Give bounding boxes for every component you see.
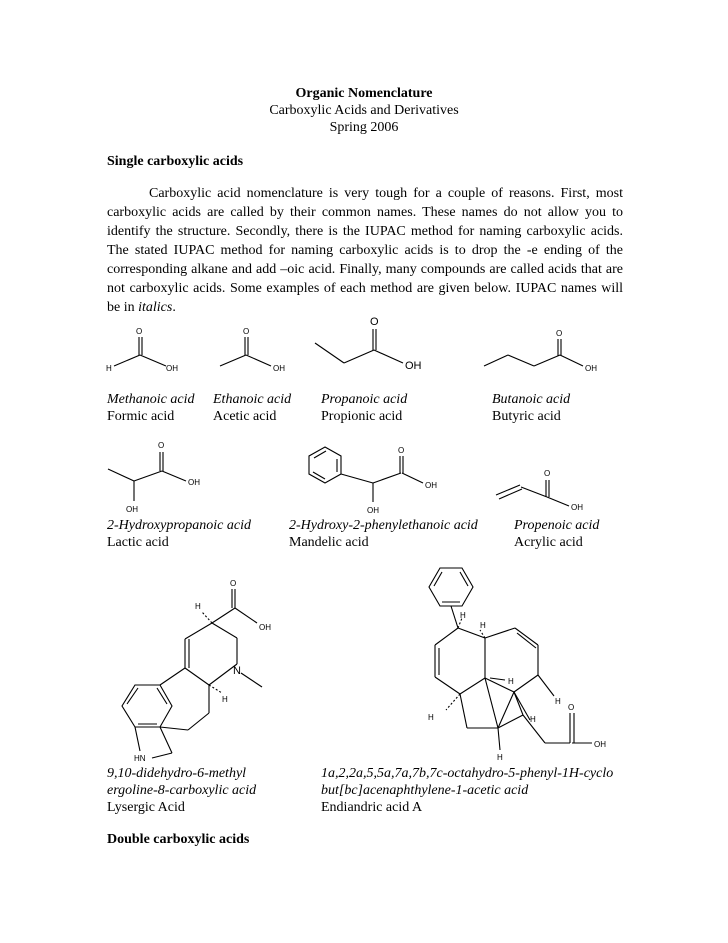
caption-mandelic (289, 517, 478, 551)
common-name: Formic acid (107, 409, 175, 424)
lysergic-acid-structure (100, 575, 300, 765)
caption-lactic (107, 517, 251, 551)
svg-text:OH: OH (405, 360, 422, 372)
iupac-name: 2-Hydroxypropanoic acid (107, 518, 251, 533)
svg-text:O: O (370, 316, 379, 328)
document-subtitle: Carboxylic Acids and Derivatives (269, 103, 459, 118)
svg-text:O: O (544, 469, 551, 478)
iupac-name: Methanoic acid (107, 392, 195, 407)
intro-italic-word: italics (138, 300, 173, 315)
acetic-acid-structure (205, 315, 305, 385)
iupac-name: 2-Hydroxy-2-phenylethanoic acid (289, 518, 478, 533)
svg-text:H: H (460, 611, 466, 620)
svg-text:H: H (530, 715, 536, 724)
svg-text:OH: OH (571, 503, 583, 512)
section-heading-double: Double carboxylic acids (107, 832, 250, 847)
caption-acetic (213, 391, 291, 425)
svg-text:O: O (136, 327, 143, 336)
svg-text:N: N (233, 665, 241, 677)
caption-acrylic (514, 517, 599, 551)
document-term: Spring 2006 (329, 120, 399, 135)
caption-formic (107, 391, 194, 425)
iupac-name: Propenoic acid (514, 518, 600, 533)
iupac-name: Ethanoic acid (213, 392, 292, 407)
iupac-name-line2: but[bc]acenaphthylene-1-acetic acid (321, 783, 529, 798)
svg-text:HN: HN (134, 754, 146, 763)
svg-text:OH: OH (126, 505, 138, 514)
common-name: Acetic acid (213, 409, 277, 424)
svg-text:OH: OH (259, 623, 271, 632)
mandelic-acid-structure (295, 440, 455, 522)
svg-text:O: O (158, 441, 165, 450)
iupac-name-line1: 9,10-didehydro-6-methyl (107, 766, 247, 781)
iupac-name: Butanoic acid (492, 392, 571, 407)
intro-period: . (172, 300, 176, 315)
common-name: Butyric acid (492, 409, 561, 424)
document-title: Organic Nomenclature (295, 86, 433, 101)
common-name: Propionic acid (321, 409, 403, 424)
intro-paragraph (107, 184, 623, 317)
svg-text:OH: OH (425, 481, 437, 490)
intro-text: Carboxylic acid nomenclature is very tough for a couple of reasons. First, most carboxylic acids are called by their common names. These names do not allow you to identify the structure. Secondly, there is the IUPAC method for naming carboxylic acids. The stated IUPAC method for naming carboxylic acids is to drop the -e ending of the corresponding alkane and add –oic acid. Finally, many compounds are called acids that are not carboxylic acids. Some examples of each method are given below. IUPAC names will be in (107, 186, 623, 315)
caption-lysergic (107, 765, 256, 816)
common-name: Endiandric acid A (321, 800, 423, 815)
common-name: Lactic acid (107, 535, 169, 550)
iupac-name: Propanoic acid (321, 392, 408, 407)
svg-text:H: H (555, 697, 561, 706)
svg-text:O: O (398, 446, 405, 455)
svg-text:H: H (508, 677, 514, 686)
common-name: Acrylic acid (514, 535, 583, 550)
common-name: Lysergic Acid (107, 800, 185, 815)
svg-text:O: O (556, 329, 563, 338)
svg-text:OH: OH (367, 506, 379, 515)
svg-text:H: H (222, 695, 228, 704)
endiandric-acid-structure (420, 560, 620, 765)
iupac-name-line2: ergoline-8-carboxylic acid (107, 783, 257, 798)
svg-text:H: H (106, 364, 112, 373)
svg-text:OH: OH (273, 364, 285, 373)
propionic-acid-structure (305, 310, 435, 380)
svg-text:OH: OH (594, 740, 606, 749)
caption-propionic (321, 391, 407, 425)
formic-acid-structure (100, 315, 200, 385)
svg-text:O: O (243, 327, 250, 336)
svg-text:O: O (568, 703, 575, 712)
svg-text:H: H (195, 602, 201, 611)
common-name: Mandelic acid (289, 535, 369, 550)
svg-text:OH: OH (188, 478, 200, 487)
butyric-acid-structure (480, 320, 610, 380)
iupac-name-line1: 1a,2,2a,5,5a,7a,7b,7c-octahydro-5-phenyl-1H-cyclo (321, 766, 614, 781)
caption-butyric (492, 391, 570, 425)
svg-text:H: H (480, 621, 486, 630)
svg-text:O: O (230, 579, 237, 588)
svg-text:OH: OH (585, 364, 597, 373)
caption-endiandric (321, 765, 613, 816)
acrylic-acid-structure (490, 465, 600, 515)
svg-text:H: H (428, 713, 434, 722)
section-heading-single: Single carboxylic acids (107, 154, 244, 169)
svg-text:H: H (497, 753, 503, 762)
svg-text:OH: OH (166, 364, 178, 373)
lactic-acid-structure (100, 435, 210, 515)
